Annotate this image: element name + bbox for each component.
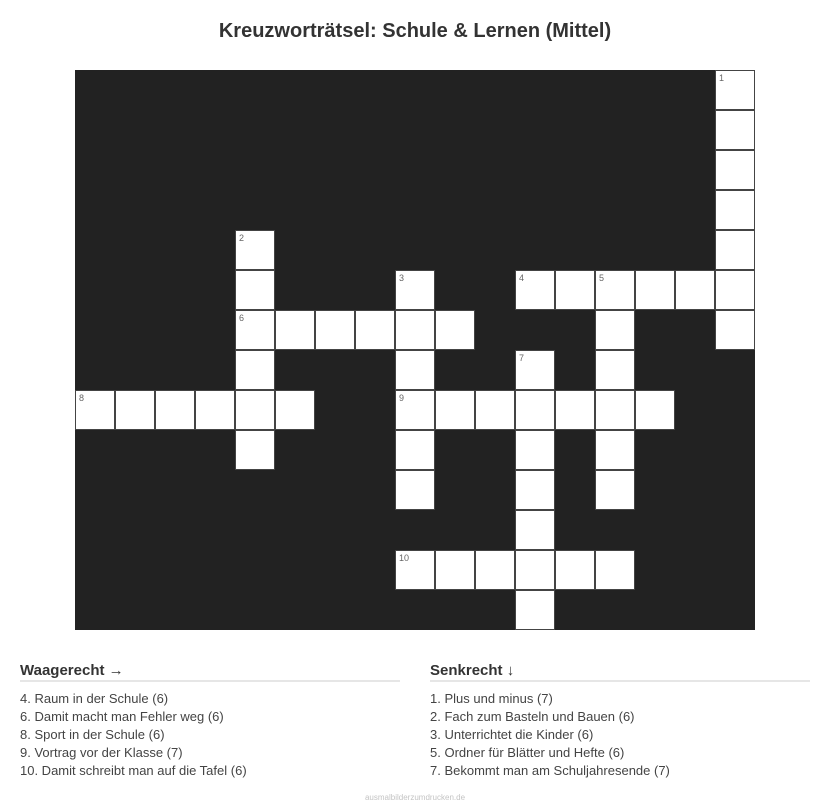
clue-item: 3. Unterrichtet die Kinder (6) xyxy=(430,727,594,742)
crossword-cell[interactable] xyxy=(395,470,435,510)
crossword-cell[interactable] xyxy=(235,230,275,270)
cell-number: 7 xyxy=(519,353,525,363)
crossword-cell[interactable] xyxy=(355,310,395,350)
down-clues-section xyxy=(430,662,810,780)
cell-number: 5 xyxy=(599,273,605,283)
down-clue-list xyxy=(430,690,810,780)
crossword-cell[interactable] xyxy=(715,150,755,190)
cell-number: 9 xyxy=(399,393,405,403)
crossword-cell[interactable] xyxy=(515,350,555,390)
cell-number: 6 xyxy=(239,313,245,323)
crossword-cell[interactable] xyxy=(475,550,515,590)
crossword-cell[interactable] xyxy=(595,390,635,430)
crossword-cell[interactable] xyxy=(275,390,315,430)
crossword-cell[interactable] xyxy=(435,390,475,430)
crossword-cell[interactable] xyxy=(395,310,435,350)
crossword-cell[interactable] xyxy=(715,230,755,270)
clue-item: 7. Bekommt man am Schuljahresende (7) xyxy=(430,763,670,778)
clue-item: 5. Ordner für Blätter und Hefte (6) xyxy=(430,745,625,760)
crossword-cell[interactable] xyxy=(395,430,435,470)
crossword-cell[interactable] xyxy=(515,470,555,510)
crossword-cell[interactable] xyxy=(635,270,675,310)
crossword-cell[interactable] xyxy=(555,390,595,430)
crossword-cell[interactable] xyxy=(155,390,195,430)
across-heading: Waagerecht → xyxy=(20,662,400,682)
clue-item: 1. Plus und minus (7) xyxy=(430,691,553,706)
crossword-cell[interactable] xyxy=(395,270,435,310)
clue-item: 6. Damit macht man Fehler weg (6) xyxy=(20,709,224,724)
crossword-cell[interactable] xyxy=(715,70,755,110)
crossword-cell[interactable] xyxy=(235,390,275,430)
cell-number: 10 xyxy=(399,553,410,563)
clue-item: 9. Vortrag vor der Klasse (7) xyxy=(20,745,183,760)
clue-item: 10. Damit schreibt man auf die Tafel (6) xyxy=(20,763,247,778)
crossword-cell[interactable] xyxy=(595,270,635,310)
cell-number: 8 xyxy=(79,393,85,403)
crossword-cell[interactable] xyxy=(235,270,275,310)
footer-watermark: ausmalbilderzumdrucken.de xyxy=(364,793,466,802)
across-clue-list xyxy=(20,690,400,780)
cell-number: 1 xyxy=(719,73,725,83)
clue-item: 2. Fach zum Basteln und Bauen (6) xyxy=(430,709,635,724)
crossword-cell[interactable] xyxy=(595,470,635,510)
crossword-cell[interactable] xyxy=(715,270,755,310)
crossword-cell[interactable] xyxy=(515,550,555,590)
crossword-cell[interactable] xyxy=(235,310,275,350)
crossword-cell[interactable] xyxy=(715,310,755,350)
cell-number: 2 xyxy=(239,233,245,243)
page-title: Kreuzworträtsel: Schule & Lernen (Mittel) xyxy=(218,20,612,42)
across-clues-section xyxy=(20,662,400,780)
crossword-cell[interactable] xyxy=(675,270,715,310)
crossword-cell[interactable] xyxy=(115,390,155,430)
crossword-cell[interactable] xyxy=(595,310,635,350)
crossword-cell[interactable] xyxy=(715,190,755,230)
crossword-cell[interactable] xyxy=(515,390,555,430)
down-heading: Senkrecht ↓ xyxy=(430,662,810,682)
clue-item: 8. Sport in der Schule (6) xyxy=(20,727,165,742)
crossword-cell[interactable] xyxy=(395,350,435,390)
crossword-cell[interactable] xyxy=(515,590,555,630)
crossword-cell[interactable] xyxy=(515,510,555,550)
crossword-cell[interactable] xyxy=(395,390,435,430)
crossword-cell[interactable] xyxy=(595,550,635,590)
crossword-grid xyxy=(75,70,755,630)
crossword-cell[interactable] xyxy=(595,350,635,390)
crossword-cell[interactable] xyxy=(555,550,595,590)
clue-item: 4. Raum in der Schule (6) xyxy=(20,691,169,706)
crossword-cell[interactable] xyxy=(555,270,595,310)
crossword-cell[interactable] xyxy=(595,430,635,470)
crossword-cell[interactable] xyxy=(195,390,235,430)
crossword-cell[interactable] xyxy=(715,110,755,150)
crossword-cell[interactable] xyxy=(635,390,675,430)
crossword-cell[interactable] xyxy=(235,350,275,390)
crossword-cell[interactable] xyxy=(395,550,435,590)
crossword-cell[interactable] xyxy=(315,310,355,350)
crossword-cell[interactable] xyxy=(435,550,475,590)
crossword-cell[interactable] xyxy=(475,390,515,430)
cell-number: 4 xyxy=(519,273,525,283)
crossword-cell[interactable] xyxy=(515,270,555,310)
crossword-cell[interactable] xyxy=(275,310,315,350)
crossword-cell[interactable] xyxy=(435,310,475,350)
crossword-cell[interactable] xyxy=(235,430,275,470)
crossword-cell[interactable] xyxy=(515,430,555,470)
cell-number: 3 xyxy=(399,273,405,283)
crossword-cell[interactable] xyxy=(75,390,115,430)
